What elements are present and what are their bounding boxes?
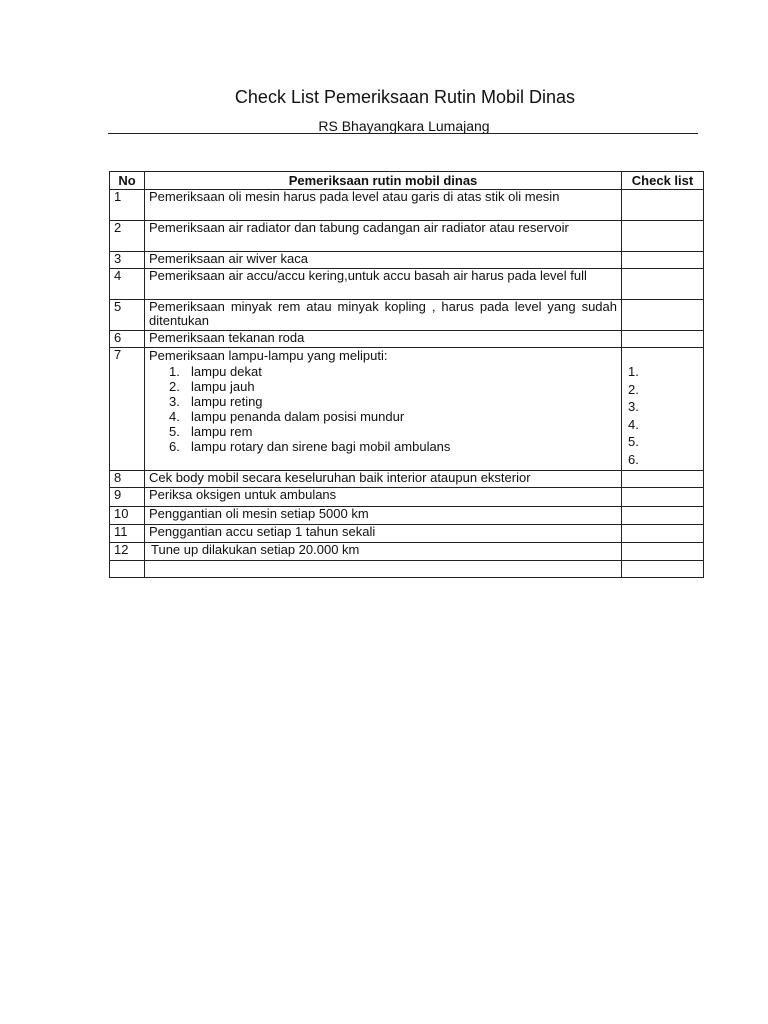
- header-description: Pemeriksaan rutin mobil dinas: [145, 172, 622, 190]
- check-cell-lights[interactable]: [622, 348, 704, 471]
- checklist-table: [109, 171, 704, 578]
- table-row: [110, 348, 704, 471]
- row-number: 11: [110, 525, 145, 543]
- row-description: Cek body mobil secara keseluruhan baik interior ataupun eksterior: [145, 471, 622, 488]
- row-description: Penggantian oli mesin setiap 5000 km: [145, 507, 622, 525]
- row-number: [110, 561, 145, 578]
- list-item: 2. lampu jauh: [169, 379, 255, 394]
- check-mark-item[interactable]: 1.: [628, 364, 639, 379]
- check-cell[interactable]: [622, 561, 704, 578]
- row-number: 4: [110, 269, 145, 300]
- check-mark-item[interactable]: 3.: [628, 399, 639, 414]
- lights-sublist: [149, 364, 617, 454]
- table-row: [110, 252, 704, 269]
- row-number: 10: [110, 507, 145, 525]
- table-row: [110, 190, 704, 221]
- check-cell[interactable]: [622, 190, 704, 221]
- check-cell[interactable]: [622, 525, 704, 543]
- table-row: [110, 221, 704, 252]
- row-description: Pemeriksaan air radiator dan tabung cadangan air radiator atau reservoir: [145, 221, 622, 252]
- document-title: Check List Pemeriksaan Rutin Mobil Dinas: [234, 87, 576, 107]
- row-number: 6: [110, 331, 145, 348]
- header-check-list: Check list: [622, 172, 704, 190]
- list-item: 3. lampu reting: [169, 394, 263, 409]
- check-cell[interactable]: [622, 252, 704, 269]
- header-no: No: [110, 172, 145, 190]
- title-divider: [108, 133, 698, 134]
- row-description: Periksa oksigen untuk ambulans: [145, 488, 622, 507]
- table-row: [110, 488, 704, 507]
- check-cell[interactable]: [622, 221, 704, 252]
- list-item: 4. lampu penanda dalam posisi mundur: [169, 409, 405, 424]
- check-mark-item[interactable]: 6.: [628, 451, 639, 467]
- check-mark-item[interactable]: 4.: [628, 416, 639, 432]
- table-row: [110, 471, 704, 488]
- check-cell[interactable]: [622, 331, 704, 348]
- check-mark-item[interactable]: 5.: [628, 434, 639, 449]
- row-number: 12: [110, 543, 145, 561]
- row-description: Pemeriksaan oli mesin harus pada level atau garis di atas stik oli mesin: [145, 190, 622, 221]
- check-mark-item[interactable]: 2.: [628, 381, 639, 397]
- table-row: [110, 507, 704, 525]
- document-subtitle: RS Bhayangkara Lumajang: [318, 118, 490, 134]
- table-row-empty: [110, 561, 704, 578]
- row-number: 1: [110, 190, 145, 221]
- check-cell[interactable]: [622, 507, 704, 525]
- table-row: [110, 300, 704, 331]
- row-description: Penggantian accu setiap 1 tahun sekali: [145, 525, 622, 543]
- row-description: Pemeriksaan air accu/accu kering,untuk accu basah air harus pada level full: [145, 269, 622, 300]
- list-item: 5. lampu rem: [169, 424, 253, 439]
- row-number: 3: [110, 252, 145, 269]
- list-item: 6. lampu rotary dan sirene bagi mobil ambulans: [169, 439, 451, 454]
- row-number: 8: [110, 471, 145, 488]
- row-number: 2: [110, 221, 145, 252]
- row-description-lights: [145, 348, 622, 471]
- row-number: 9: [110, 488, 145, 507]
- row-number: 5: [110, 300, 145, 331]
- row-description: Pemeriksaan air wiver kaca: [145, 252, 622, 269]
- table-row: [110, 331, 704, 348]
- row-description: [145, 561, 622, 578]
- row-description: Tune up dilakukan setiap 20.000 km: [145, 543, 622, 561]
- row-description: Pemeriksaan minyak rem atau minyak kopling , harus pada level yang sudah ditentukan: [145, 300, 622, 331]
- row-number: 7: [110, 348, 145, 471]
- check-cell[interactable]: [622, 269, 704, 300]
- check-mark-list: [626, 363, 699, 468]
- table-row: [110, 543, 704, 561]
- check-cell[interactable]: [622, 543, 704, 561]
- row-description: Pemeriksaan tekanan roda: [145, 331, 622, 348]
- check-cell[interactable]: [622, 471, 704, 488]
- check-cell[interactable]: [622, 488, 704, 507]
- lights-intro: Pemeriksaan lampu-lampu yang meliputi:: [149, 348, 388, 363]
- table-header-row: [110, 172, 704, 190]
- table-row: [110, 269, 704, 300]
- table-row: [110, 525, 704, 543]
- list-item: 1. lampu dekat: [169, 364, 262, 379]
- check-cell[interactable]: [622, 300, 704, 331]
